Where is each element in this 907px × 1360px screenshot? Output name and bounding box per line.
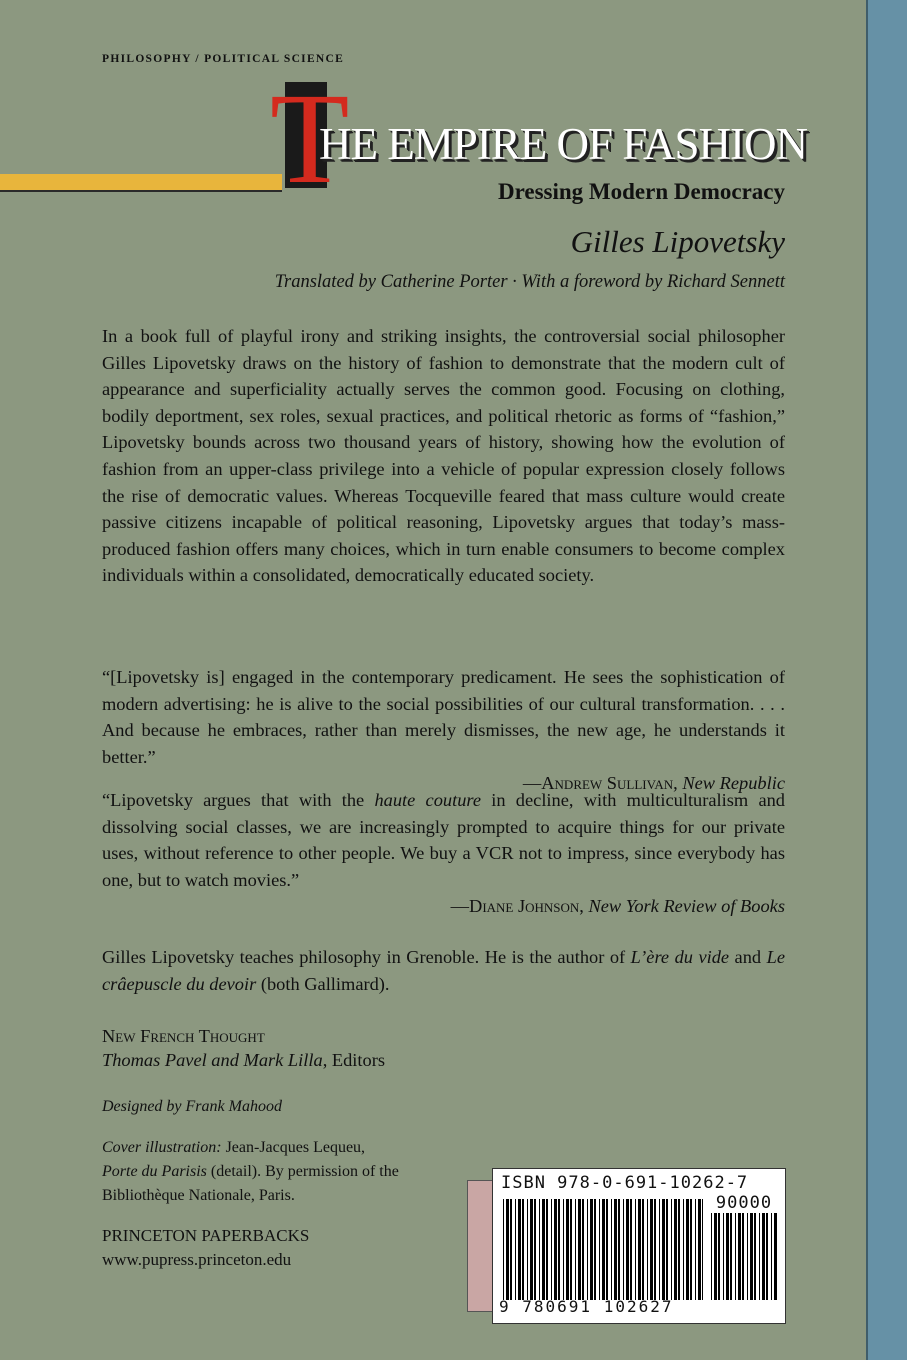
title-initial: T [270, 67, 350, 211]
designer-credit: Designed by Frank Mahood [102, 1098, 282, 1115]
yellow-rule-bar [0, 174, 282, 192]
quote-text: “Lipovetsky argues that with the haute couture in decline, with multiculturalism and dissolving social classes, we are increasingly prompted to acquire things for our private uses, without reference to other people. We buy a VCR not to impress, since everybody has one, but to watch movies.” [102, 790, 785, 890]
author-bio: Gilles Lipovetsky teaches philosophy in Grenoble. He is the author of L’ère du vide and Le crâepuscle du devoir (both Gallimard). [102, 947, 785, 994]
review-quote-johnson [102, 787, 785, 920]
review-quote-sullivan [102, 664, 785, 797]
isbn-barcode-box [492, 1168, 786, 1324]
series-editors: Thomas Pavel and Mark Lilla, Editors [102, 1050, 386, 1070]
addon-barcode [711, 1213, 777, 1300]
quote-attribution: —Andrew Sullivan, New Republic [522, 773, 785, 794]
series-name: New French Thought [102, 1026, 265, 1046]
book-description: In a book full of playful irony and striking insights, the controversial social philosopher Gilles Lipovetsky draws on the history of fashion to demonstrate that the modern cult of appearance and superficiality actually serves the common good. Focusing on clothing, bodily deportment, sex roles, sexual practices, and political rhetoric as forms of “fashion,” Lipovetsky bounds across two thousand years of history, showing how the evolution of fashion from an upper-class privilege into a vehicle of popular expression closely follows the rise of democratic values. Whereas Tocqueville feared that mass culture would create passive citizens incapable of political reasoning, Lipovetsky argues that today’s mass-produced fashion offers many choices, which in turn enable consumers to become complex individuals within a consolidated, democratically educated society. [102, 326, 785, 586]
isbn-label: ISBN 978-0-691-10262-7 [501, 1173, 749, 1193]
ean-barcode [503, 1199, 703, 1300]
publisher-name: PRINCETON PAPERBACKS [102, 1226, 310, 1245]
ean-digits: 9 780691 102627 [499, 1297, 674, 1316]
addon-digits: 90000 [715, 1193, 773, 1213]
translator-credits: Translated by Catherine Porter · With a foreword by Richard Sennett [274, 272, 785, 292]
series-info [102, 1024, 602, 1072]
category-label: PHILOSOPHY / POLITICAL SCIENCE [102, 53, 345, 65]
quote-attribution: —Diane Johnson, New York Review of Books [450, 896, 785, 917]
illustration-credit: Cover illustration: Jean-Jacques Lequeu, Porte du Parisis (detail). By permission of the Bibliothèque Nationale, Paris. [102, 1139, 399, 1204]
book-title: HE EMPIRE OF FASHION [319, 119, 807, 169]
quote-text: “[Lipovetsky is] engaged in the contemporary predicament. He sees the sophistication of modern advertising: he is alive to the social possibilities of our cultural transformation. . . . And because he embraces, rather than merely dismisses, the new age, he understands it better.” [102, 667, 785, 767]
publisher-url: www.pupress.princeton.edu [102, 1250, 292, 1269]
book-subtitle: Dressing Modern Democracy [497, 179, 785, 204]
publisher-info [102, 1224, 309, 1272]
spine-edge [866, 0, 907, 1360]
book-author: Gilles Lipovetsky [570, 224, 785, 259]
